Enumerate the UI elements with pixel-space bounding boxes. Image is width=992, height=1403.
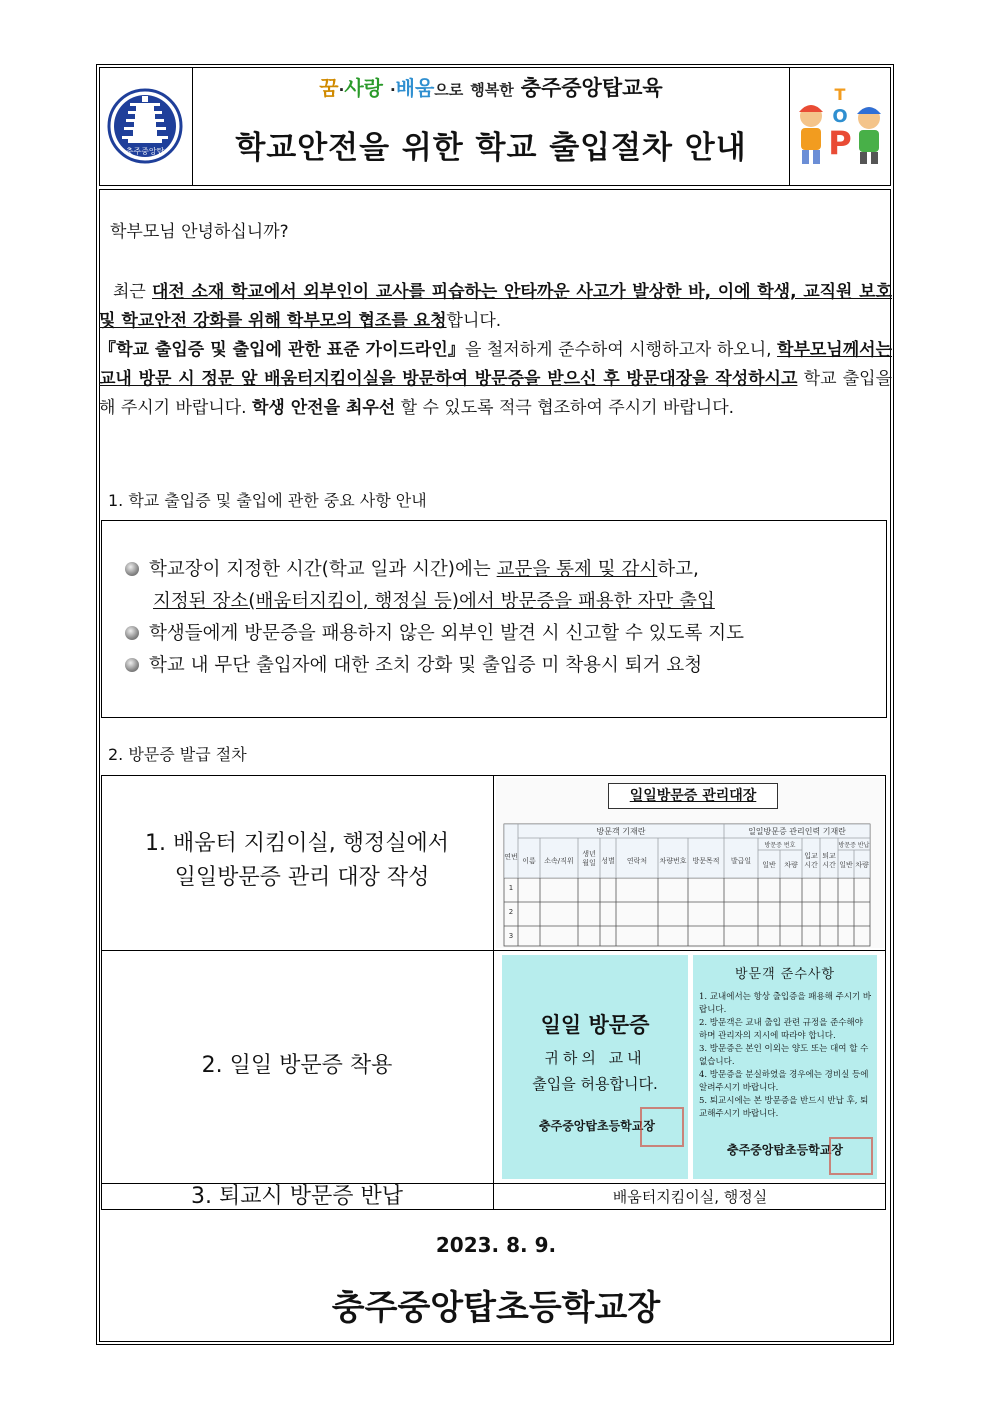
ledger-col: 발급일 <box>730 857 752 865</box>
school-logo <box>106 78 184 176</box>
ledger-row-num: 2 <box>508 908 514 916</box>
card-line-1: 귀하의 교내 <box>544 1049 646 1067</box>
step-1-line2: 일일방문증 관리 대장 작성 <box>174 865 430 890</box>
rule-item: 4. 방문증을 분실하였을 경우에는 경비실 등에 알려주시기 바랍니다. <box>699 1070 869 1093</box>
body-paragraph-2: 『학교 출입증 및 출입에 관한 표준 가이드라인』을 철저하게 준수하여 시행하고자 하오니, 학부모님께서는 교내 방문 시 정문 앞 배움터지킴이실을 방문하여 방문증을 받으신 후 방문대장을 작성하시고 학교 출입을 해 주시기 바랍니다. 학생 안전을 최우선 할 수 있도록 적극 협조하여 주시기 바랍니다. <box>99 340 893 418</box>
mascot-image <box>793 84 887 174</box>
ledger-col: 연락처 <box>626 857 648 865</box>
ledger-col: 차량번호 <box>659 857 687 865</box>
bullet-icon <box>125 626 139 640</box>
ledger-group-1: 방문객 기재란 <box>596 827 646 836</box>
svg-text:T: T <box>834 85 846 104</box>
section2-heading: 2. 방문증 발급 절차 <box>108 745 247 764</box>
ledger-col: 일반 <box>762 861 776 869</box>
document-date: 2023. 8. 9. <box>435 1233 557 1257</box>
seal-icon <box>829 1137 873 1175</box>
ledger-title: 일일방문증 관리대장 <box>608 783 778 809</box>
rules-list <box>699 991 873 1121</box>
step-1 <box>101 827 493 895</box>
notice-item-2: 학생들에게 방문증을 패용하지 않은 외부인 발견 시 신고할 수 있도록 지도 <box>125 618 875 650</box>
notice-item-1: 학교장이 지정한 시간(학교 일과 시간)에는 교문을 통제 및 감시하고, <box>125 554 875 586</box>
step-3: 3. 퇴교시 방문증 반납 <box>191 1184 403 1209</box>
notice-item-3: 학교 내 무단 출입자에 대한 조치 강화 및 출입증 미 착용시 퇴거 요청 <box>125 650 875 682</box>
ledger-col: 일반 <box>839 861 853 869</box>
visitor-card-image <box>502 955 688 1179</box>
svg-text:충주중앙탑: 충주중앙탑 <box>125 147 165 156</box>
ledger-group-2: 일일방문증 관리인력 기재란 <box>748 827 846 836</box>
ledger-col: 퇴교시간 <box>822 852 836 869</box>
ledger-col: 소속/직위 <box>544 857 574 865</box>
notice-list <box>125 554 875 682</box>
rules-signature: 충주중앙탑초등학교장 <box>727 1143 843 1157</box>
step-2: 2. 일일 방문증 착용 <box>201 1053 393 1078</box>
header-divider-right <box>789 67 790 186</box>
bullet-icon <box>125 562 139 576</box>
svg-text:P: P <box>828 124 852 162</box>
svg-text:O: O <box>832 106 848 127</box>
ledger-image <box>496 778 884 948</box>
ledger-col: 연번 <box>504 853 518 861</box>
ledger-col: 이름 <box>522 857 536 865</box>
table-row-divider-1 <box>101 950 886 951</box>
slogan: 꿈·사랑 ·배움으로 행복한 충주중앙탑교육 <box>319 76 663 100</box>
seal-icon <box>640 1107 684 1147</box>
step-3-place: 배움터지킴이실, 행정실 <box>612 1188 768 1206</box>
pagoda-icon <box>106 78 184 176</box>
visitor-rules-image <box>693 955 877 1179</box>
ledger-sub: 방문증 번호 <box>764 842 796 849</box>
bullet-icon <box>125 658 139 672</box>
ledger-col: 입교시간 <box>804 852 818 869</box>
card-signature: 충주중앙탑초등학교장 <box>539 1119 655 1133</box>
ledger-col: 생년월일 <box>582 850 596 867</box>
greeting: 학부모님 안녕하십니까? <box>110 222 289 242</box>
body-paragraph: 최근 대전 소재 학교에서 외부인이 교사를 피습하는 안타까운 사고가 발상한 바, 이에 학생, 교직원 보호 및 학교안전 강화를 위해 학부모의 협조를 요청합니다. <box>99 282 892 331</box>
ledger-row-num: 1 <box>508 884 514 892</box>
card-title: 일일 방문증 <box>540 1012 650 1037</box>
ledger-col: 차량 <box>784 861 798 869</box>
ledger-col: 성별 <box>601 857 615 865</box>
rule-item: 3. 방문증은 본인 이외는 양도 또는 대여 할 수 없습니다. <box>699 1044 869 1067</box>
ledger-col: 차량 <box>855 861 869 869</box>
ledger-row-num: 3 <box>508 932 514 940</box>
ledger-sub: 방문증 반납 <box>838 842 870 849</box>
mascot-icon <box>793 84 887 174</box>
page-title: 학교안전을 위한 학교 출입절차 안내 <box>235 130 747 166</box>
principal-signature: 충주중앙탑초등학교장 <box>331 1288 661 1328</box>
rule-item: 5. 퇴교시에는 본 방문증을 반드시 반납 후, 퇴교해주시기 바랍니다. <box>699 1096 869 1119</box>
rules-title: 방문객 준수사항 <box>734 967 836 982</box>
card-line-2: 출입을 허용합니다. <box>532 1075 658 1093</box>
ledger-col: 방문목적 <box>692 857 720 865</box>
step-1-line1: 1. 배움터 지킴이실, 행정실에서 <box>145 831 449 856</box>
notice-item-1-line2: 지정된 장소(배움터지킴이, 행정실 등)에서 방문증을 패용한 자만 출입 <box>153 591 715 612</box>
table-col-divider <box>493 775 494 1210</box>
rule-item: 2. 방문객은 교내 출입 관련 규정을 준수해야 하며 관리자의 지시에 따라야 합니다. <box>699 1018 863 1041</box>
section1-heading: 1. 학교 출입증 및 출입에 관한 중요 사항 안내 <box>108 491 427 510</box>
rule-item: 1. 교내에서는 항상 출입증을 패용해 주시기 바랍니다. <box>699 992 872 1015</box>
